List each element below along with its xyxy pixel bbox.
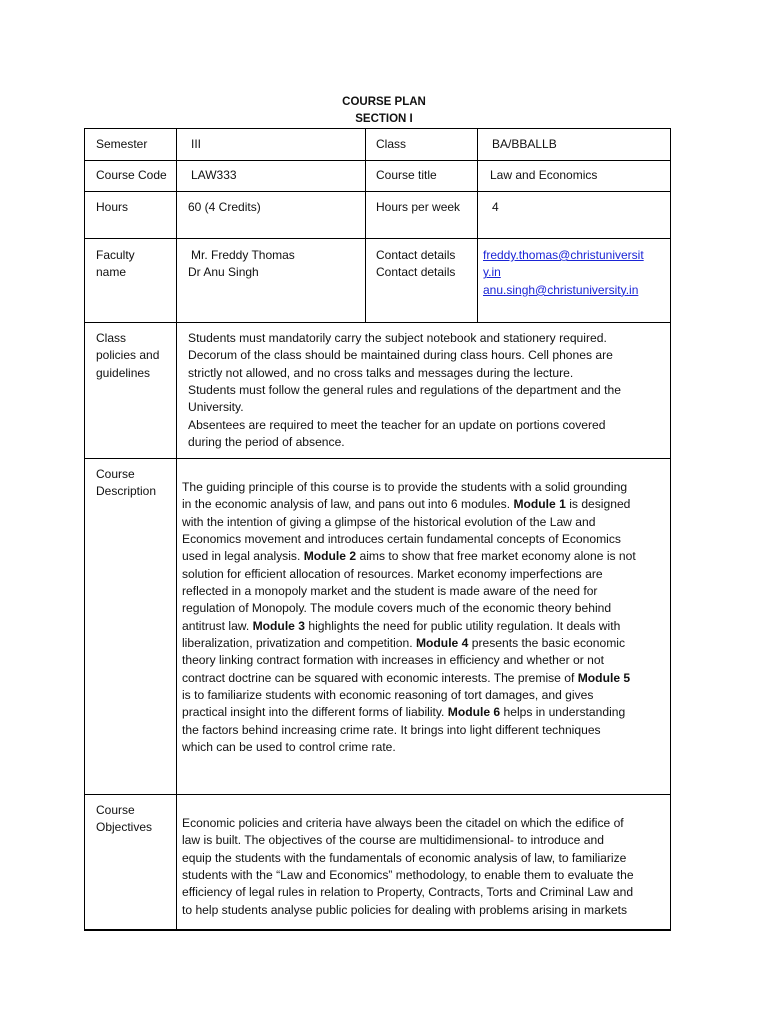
faculty-label: Faculty name <box>96 248 135 280</box>
course-title-value: Law and Economics <box>490 168 598 182</box>
row-divider <box>84 191 671 192</box>
contact-emails <box>483 247 644 299</box>
class-label: Class <box>376 137 407 151</box>
description-text: The guiding principle of this course is to provide the students with a solid grounding in the economic analysis of law, and pans out into 6 modules. Module 1 is designed with the intention of giving a glimpse of the historical evolution of the Law and Economics movement and introduces certain fundamental concepts of Economics used in legal analysis. Module 2 aims to show that free market economy alone is not solution for efficient allocation of resources. Market economy imperfections are reflected in a monopoly market and the student is made aware of the need for regulation of Monopoly. The module covers much of the economic theory behind antitrust law. Module 3 highlights the need for public utility regulation. It deals with liberalization, privatization and competition. Module 4 presents the basic economic theory linking contract formation with increases in efficiency and whether or not contract doctrine can be squared with economic interests. The premise of Module 5 is to familiarize students with economic reasoning of tort damages, and gives practical insight into the different forms of liability. Module 6 helps in understanding the factors behind increasing crime rate. It brings into light different techniques which can be used to control crime rate. <box>182 480 636 755</box>
policies-label: Class policies and guidelines <box>96 331 160 380</box>
row-divider <box>84 794 671 795</box>
column-divider <box>176 128 177 931</box>
course-title-label: Course title <box>376 168 437 182</box>
email-link-freddy[interactable]: freddy.thomas@christuniversit <box>483 248 644 262</box>
section-title: SECTION I <box>355 113 413 125</box>
description-label: Course Description <box>96 467 157 499</box>
semester-value: III <box>191 137 202 151</box>
hours-value: 60 (4 Credits) <box>188 200 261 214</box>
table-border-left <box>84 128 85 931</box>
column-divider <box>477 128 478 323</box>
row-divider <box>84 458 671 459</box>
row-divider <box>84 322 671 323</box>
faculty-name-2: Dr Anu Singh <box>188 265 259 280</box>
semester-label: Semester <box>96 137 148 151</box>
hours-per-week-label: Hours per week <box>376 200 461 214</box>
table-border-bottom <box>84 929 671 931</box>
objectives-text: Economic policies and criteria have always been the citadel on which the edifice of law is built. The objectives of the course are multidimensional- to introduce and equip the students with the fundamentals of economic analysis of law, to familiarize students with the “Law and Economics” methodology, to enable them to evaluate the efficiency of legal rules in relation to Property, Contracts, Torts and Criminal Law and to help students analyse public policies for dealing with problems arising in markets <box>182 816 634 917</box>
policies-text: Students must mandatorily carry the subject notebook and stationery required. Decorum of the class should be maintained during class hours. Cell phones are strictly not allowed, and no cross talks and messages during the lecture. Students must follow the general rules and regulations of the department and the University. Absentees are required to meet the teacher for an update on portions covered during the period of absence. <box>188 331 621 450</box>
course-code-label: Course Code <box>96 168 167 182</box>
email-link-anu[interactable]: anu.singh@christuniversity.in <box>483 282 639 297</box>
table-border-top <box>84 128 671 129</box>
page-title: COURSE PLAN <box>342 96 426 108</box>
hours-label: Hours <box>96 200 129 214</box>
table-border-right <box>670 128 671 931</box>
email-link-freddy-cont[interactable]: y.in <box>483 265 501 280</box>
row-divider <box>84 160 671 161</box>
objectives-label: Course Objectives <box>96 803 153 835</box>
column-divider <box>365 128 366 323</box>
contact-labels: Contact details Contact details <box>376 248 456 280</box>
hours-per-week-value: 4 <box>492 200 499 214</box>
class-value: BA/BBALLB <box>492 137 557 151</box>
row-divider <box>84 238 671 239</box>
faculty-names <box>188 247 295 282</box>
course-code-value: LAW333 <box>191 168 237 182</box>
faculty-name-1: Mr. Freddy Thomas <box>191 248 295 262</box>
